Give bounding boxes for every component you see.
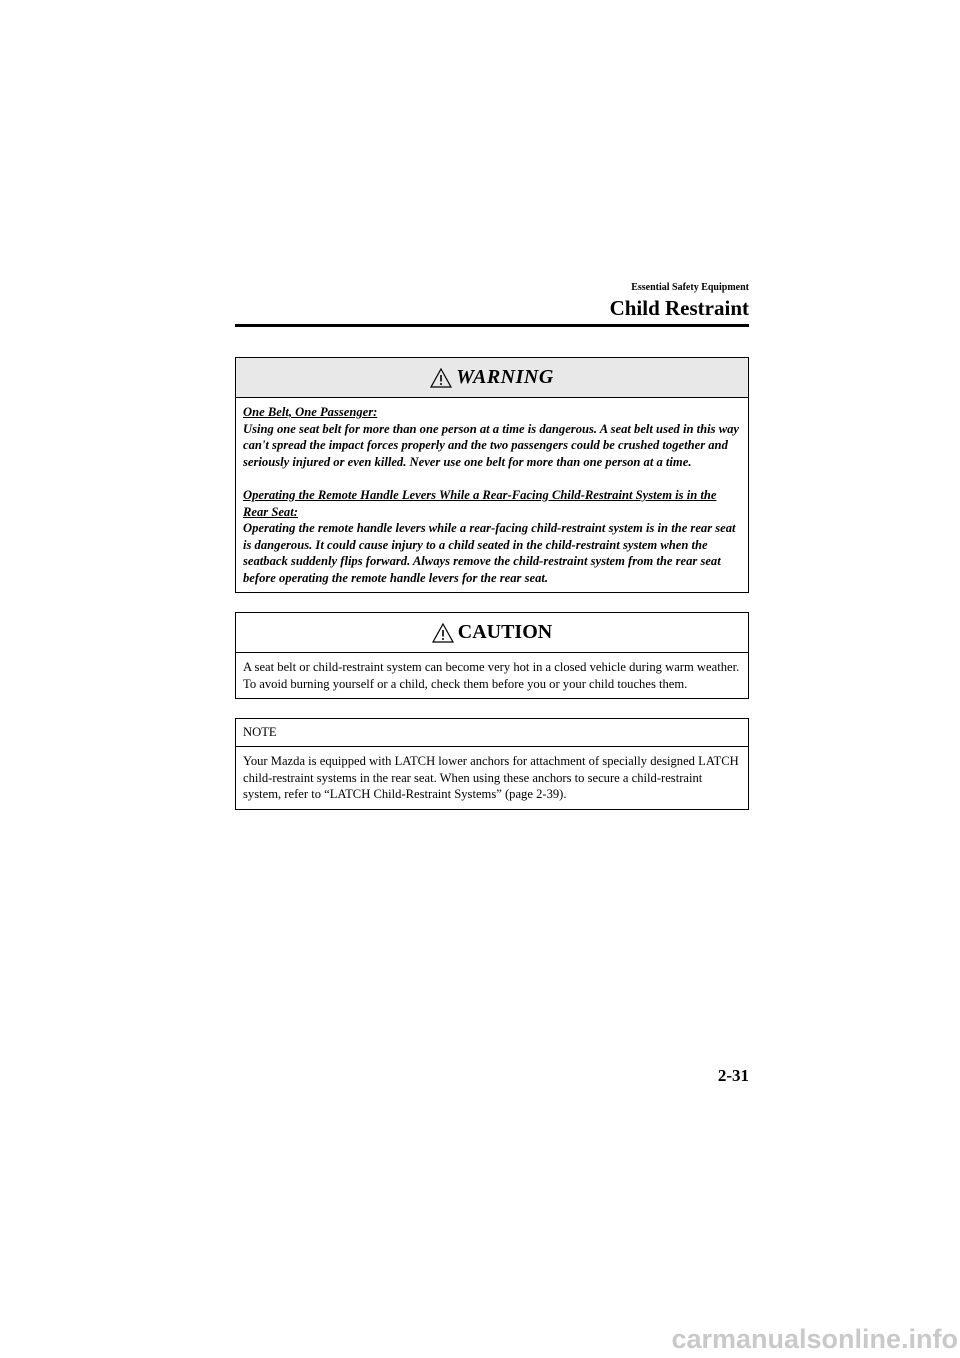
section-title: Essential Safety Equipment [631, 282, 749, 293]
warning-triangle-icon [430, 368, 452, 388]
note-header [236, 719, 748, 747]
note-box [235, 718, 749, 810]
page-title: Child Restraint [609, 296, 749, 320]
warning-body [236, 398, 748, 592]
watermark: carmanualsonline.info [671, 1324, 958, 1354]
warning-text-remote-levers: Operating the remote handle levers while a rear-facing child-restraint system is in the rear seat is dangerous. It could cause injury to a child seated in the child-restraint system when the seatback suddenly flips forward. Always remove the child-restraint system from the rear seat before operating the remote handle levers for the rear seat. [243, 521, 736, 585]
warning-label: WARNING [456, 366, 554, 388]
caution-text: A seat belt or child-restraint system can become very hot in a closed vehicle during warm weather. To avoid burning yourself or a child, check them before you or your child touches them. [243, 660, 740, 691]
warning-header [236, 358, 748, 398]
page-number: 2-31 [717, 1066, 749, 1085]
caution-label: CAUTION [457, 621, 553, 643]
warning-heading-remote-levers: Operating the Remote Handle Levers While a Rear-Facing Child-Restraint System is in the Rear Seat: [243, 488, 717, 519]
page-header [235, 282, 749, 320]
caution-header [236, 613, 748, 653]
warning-heading-one-belt: One Belt, One Passenger: [243, 405, 378, 419]
note-text: Your Mazda is equipped with LATCH lower anchors for attachment of specially designed LATCH child-restraint systems in the rear seat. When using these anchors to secure a child-restraint system, refer to “LATCH Child-Restraint Systems” (page 2-39). [243, 754, 739, 801]
caution-triangle-icon [432, 623, 454, 643]
warning-text-one-belt: Using one seat belt for more than one person at a time is dangerous. A seat belt used in this way can't spread the impact forces properly and the two passengers could be crushed together and seriously injured or even killed. Never use one belt for more than one person at a time. [243, 421, 739, 469]
warning-box [235, 357, 749, 593]
header-divider [235, 324, 749, 327]
note-label: NOTE [243, 725, 277, 739]
caution-box [235, 612, 749, 699]
